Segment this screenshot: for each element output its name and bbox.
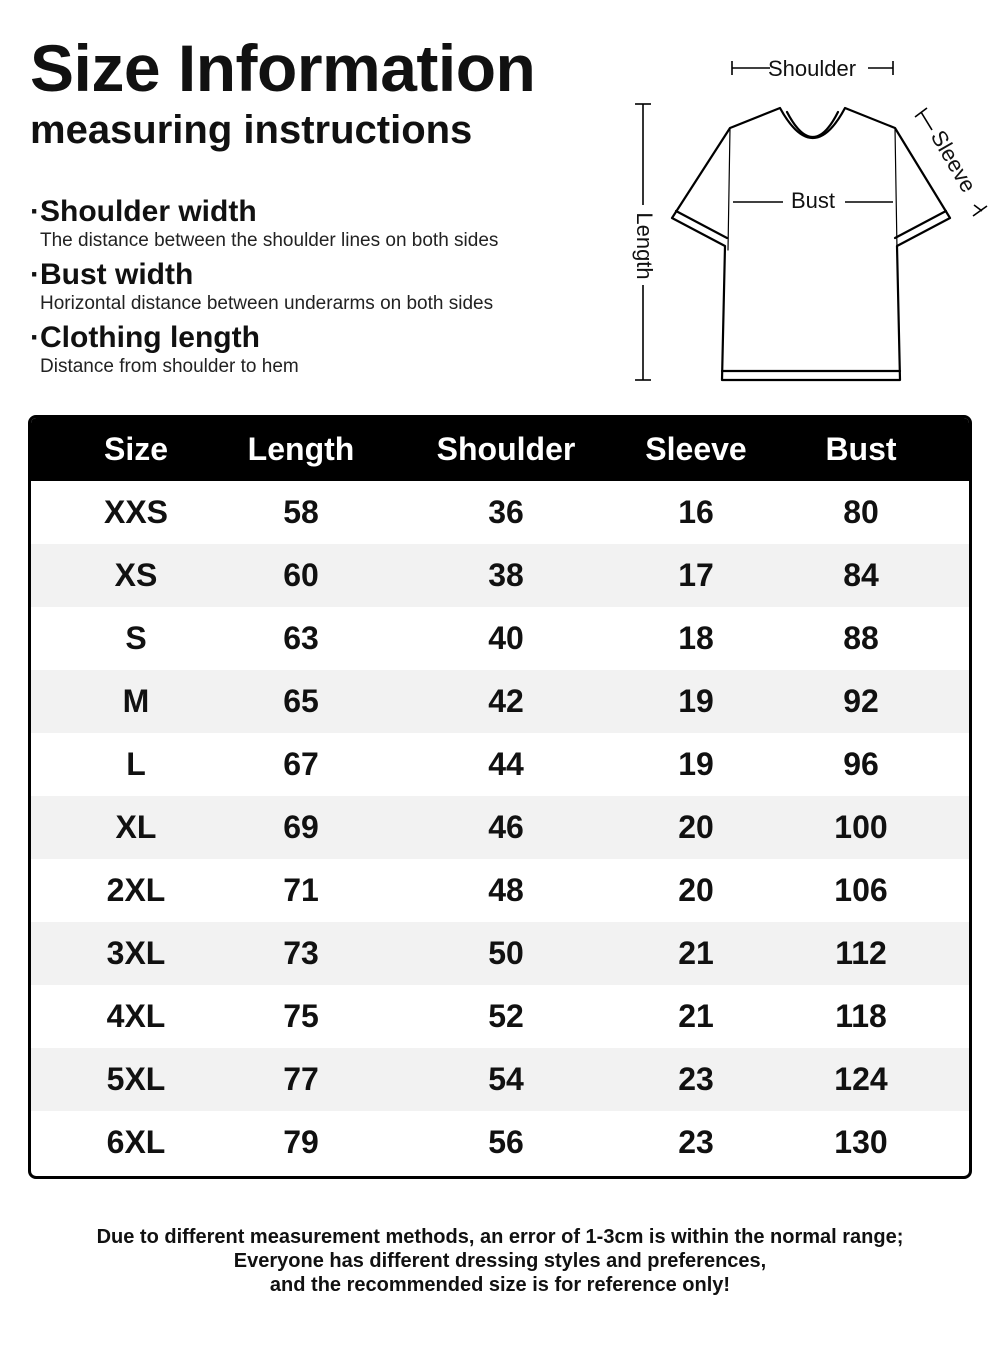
table-cell: 46 xyxy=(488,809,524,845)
table-cell: 88 xyxy=(843,620,879,656)
shoulder-label: Shoulder xyxy=(767,56,857,81)
sleeve-label: Sleeve xyxy=(925,125,982,197)
tshirt-diagram-svg xyxy=(625,50,995,390)
table-cell: 20 xyxy=(678,809,714,845)
instruction-title: ·Bust width xyxy=(30,258,194,291)
bust-label: Bust xyxy=(790,188,836,213)
table-cell: 112 xyxy=(835,935,887,971)
table-cell: 2XL xyxy=(106,872,166,908)
table-cell: 52 xyxy=(488,998,524,1034)
table-cell: 21 xyxy=(678,935,714,971)
tshirt-measurement-diagram xyxy=(625,50,995,390)
table-row xyxy=(31,1111,969,1174)
instruction-clothing-length xyxy=(30,321,610,378)
table-cell: 77 xyxy=(283,1061,319,1097)
table-cell: 63 xyxy=(283,620,319,656)
disclaimer-note xyxy=(40,1225,960,1297)
size-table xyxy=(28,415,972,1179)
table-cell: 79 xyxy=(283,1124,319,1160)
table-cell: 3XL xyxy=(106,935,166,971)
table-row xyxy=(31,481,969,544)
table-header-row xyxy=(31,418,969,481)
table-cell: XS xyxy=(114,557,158,593)
table-cell: 38 xyxy=(488,557,524,593)
table-cell: 17 xyxy=(678,557,714,593)
table-cell: 48 xyxy=(488,872,524,908)
tshirt-outline xyxy=(672,108,950,380)
table-row xyxy=(31,859,969,922)
table-cell: 100 xyxy=(834,809,888,845)
table-row xyxy=(31,922,969,985)
column-header-sleeve: Sleeve xyxy=(645,431,747,467)
table-cell: 5XL xyxy=(106,1061,166,1097)
table-row xyxy=(31,985,969,1048)
table-cell: 65 xyxy=(283,683,319,719)
table-row xyxy=(31,1048,969,1111)
column-header-shoulder: Shoulder xyxy=(436,431,576,467)
table-row xyxy=(31,607,969,670)
table-cell: 118 xyxy=(835,998,887,1034)
table-cell: 42 xyxy=(488,683,524,719)
sleeve-measure-line xyxy=(921,112,932,130)
table-cell: 58 xyxy=(283,494,319,530)
length-label: Length xyxy=(632,212,657,280)
table-cell: 60 xyxy=(283,557,319,593)
table-cell: S xyxy=(125,620,147,656)
table-cell: 96 xyxy=(843,746,879,782)
table-cell: 19 xyxy=(678,683,714,719)
table-cell: 84 xyxy=(843,557,879,593)
tshirt-collar xyxy=(787,112,838,137)
table-cell: 16 xyxy=(678,494,714,530)
instruction-title: ·Shoulder width xyxy=(30,195,257,228)
table-row xyxy=(31,796,969,859)
table-cell: 54 xyxy=(488,1061,524,1097)
table-cell: 36 xyxy=(488,494,524,530)
instruction-shoulder-width xyxy=(30,195,610,252)
table-cell: 124 xyxy=(834,1061,888,1097)
table-cell: 19 xyxy=(678,746,714,782)
table-cell: 71 xyxy=(283,872,319,908)
column-header-size: Size xyxy=(103,431,169,467)
instruction-title: ·Clothing length xyxy=(30,321,260,354)
instruction-description: Distance from shoulder to hem xyxy=(40,356,299,377)
table-cell: 130 xyxy=(834,1124,888,1160)
table-cell: 40 xyxy=(488,620,524,656)
table-cell: 69 xyxy=(283,809,319,845)
table-cell: XXS xyxy=(103,494,169,530)
page-title: Size Information xyxy=(30,31,536,105)
table-cell: 67 xyxy=(283,746,319,782)
table-cell: 6XL xyxy=(106,1124,166,1160)
table-cell: 50 xyxy=(488,935,524,971)
table-cell: 44 xyxy=(488,746,524,782)
table-cell: 23 xyxy=(678,1061,714,1097)
page-subtitle: measuring instructions xyxy=(30,108,473,152)
table-cell: 18 xyxy=(678,620,714,656)
table-row xyxy=(31,544,969,607)
instruction-bust-width xyxy=(30,258,610,315)
column-header-length: Length xyxy=(247,431,355,467)
table-cell: L xyxy=(126,746,146,782)
table-cell: 75 xyxy=(283,998,319,1034)
table-cell: 106 xyxy=(834,872,888,908)
table-cell: 20 xyxy=(678,872,714,908)
table-cell: 4XL xyxy=(106,998,166,1034)
table-row xyxy=(31,670,969,733)
column-header-bust: Bust xyxy=(825,431,897,467)
disclaimer-line: Due to different measurement methods, an error of 1-3cm is within the normal range; xyxy=(96,1226,904,1248)
instruction-description: The distance between the shoulder lines on both sides xyxy=(40,230,499,251)
table-cell: 80 xyxy=(843,494,879,530)
table-cell: 73 xyxy=(283,935,319,971)
table-row xyxy=(31,733,969,796)
table-cell: 23 xyxy=(678,1124,714,1160)
table-cell: 92 xyxy=(843,683,879,719)
table-cell: 21 xyxy=(678,998,714,1034)
instruction-description: Horizontal distance between underarms on both sides xyxy=(40,293,494,314)
table-cell: M xyxy=(122,683,150,719)
disclaimer-line: and the recommended size is for reference only! xyxy=(269,1274,731,1296)
table-cell: XL xyxy=(115,809,157,845)
table-cell: 56 xyxy=(488,1124,524,1160)
disclaimer-line: Everyone has different dressing styles and preferences, xyxy=(233,1250,767,1272)
